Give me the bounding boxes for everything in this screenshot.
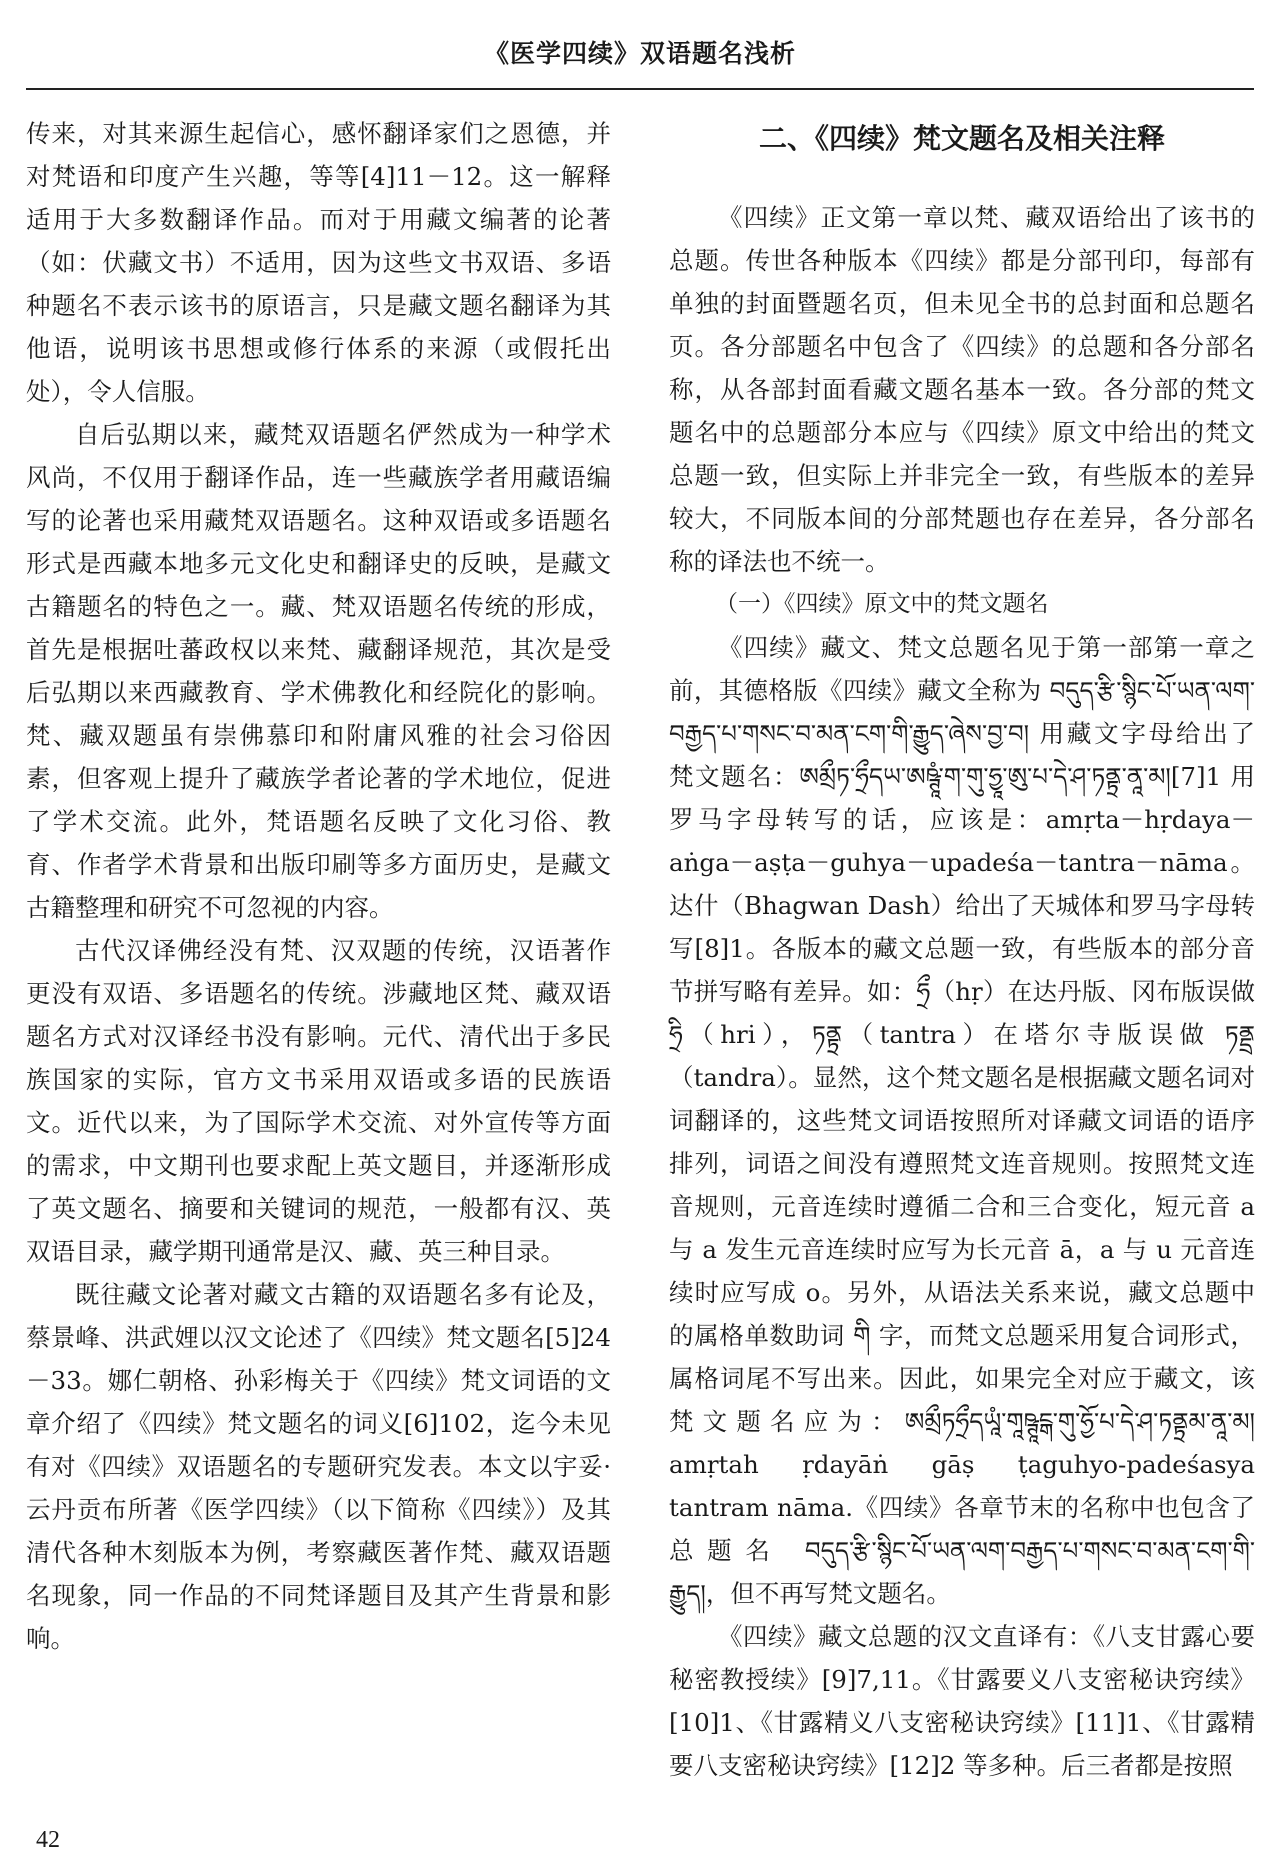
left-paragraph-2: 自后弘期以来，藏梵双语题名俨然成为一种学术风尚，不仅用于翻译作品，连一些藏族学者用藏语编写的论著也采用藏梵双语题名。这种双语或多语题名形式是西藏本地多元文化史和翻译史的反映，是藏文古籍题名的特色之一。藏、梵双语题名传统的形成，首先是根据吐蕃政权以来梵、藏翻译规范，其次是受后弘期以来西藏教育、学术佛教化和经院化的影响。梵、藏双题虽有崇佛慕印和附庸风雅的社会习俗因素，但客观上提升了藏族学者论著的学术地位，促进了学术交流。此外，梵语题名反映了文化习俗、教育、作者学术背景和出版印刷等多方面历史，是藏文古籍整理和研究不可忽视的内容。 [26,420,611,922]
right-column [669,112,1255,1787]
header-rule [26,88,1254,90]
right-paragraph-1: 《四续》藏文、梵文总题名见于第一部第一章之前，其德格版《四续》藏文全称为 བདུད་རྩི་སྙིང་པོ་ཡན་ལག་བརྒྱད་པ་གསང་བ་མན་ངག་གི་རྒྱུད་ཞེས་བྱ་བ། 用藏文字母给出了梵文题名：ཨམྲྀཏ་ཧྲྀདཡ་ཨཥྚཱཾ་ག་གུ་ཧྱཱ་ཨུ་པ་དེ་ཤ་ཏནྟྲ་ནཱ་མ།[7]1 用罗马字母转写的话，应该是：amṛta－hṛdaya－aṅga－aṣṭa－guhya－upadeśa－tantra－nāma。达什（Bhagwan Dash）给出了天城体和罗马字母转写[8]1。各版本的藏文总题一致，有些版本的部分音节拼写略有差异。如：ཧྲྀ（hṛ）在达丹版、冈布版误做 ཧྲི（hri），ཏནྟྲ（tantra）在塔尔寺版误做 ཏནྡྲ（tandra）。显然，这个梵文题名是根据藏文题名词对词翻译的，这些梵文词语按照所对译藏文词语的语序排列，词语之间没有遵照梵文连音规则。按照梵文连音规则，元音连续时遵循二合和三合变化，短元音 a 与 a 发生元音连续时应写为长元音 ā，a 与 u 元音连续时应写成 o。另外，从语法关系来说，藏文总题中的属格单数助词 གི 字，而梵文总题采用复合词形式，属格词尾不写出来。因此，如果完全对应于藏文，该梵文题名应为：ཨམྲྀཏཧྲྀདཡཱཾ་གཱཥྚཱངྒ་གུ་ཧྱོ་པ་དེ་ཤ་ཏནྟྲམ་ནཱ་མ། amṛtah ṛdayāṅ gāṣ ṭaguhyo-padeśasya tantram nāma.《四续》各章节末的名称中也包含了总题名 བདུད་རྩི་སྙིང་པོ་ཡན་ལག་བརྒྱད་པ་གསང་བ་མན་ངག་གི་རྒྱུད།，但不再写梵文题名。 [669,633,1255,1608]
left-column [26,112,611,1660]
subsection-title: （一）《四续》原文中的梵文题名 [715,591,1049,617]
left-paragraph-1: 传来，对其来源生起信心，感怀翻译家们之恩德，并对梵语和印度产生兴趣，等等[4]11－12。这一解释适用于大多数翻译作品。而对于用藏文编著的论著（如：伏藏文书）不适用，因为这些文书双语、多语种题名不表示该书的原语言，只是藏文题名翻译为其他语，说明该书思想或修行体系的来源（或假托出处），令人信服。 [26,119,611,406]
right-paragraph-2: 《四续》藏文总题的汉文直译有：《八支甘露心要秘密教授续》[9]7,11。《甘露要义八支密秘诀窍续》[10]1、《甘露精义八支密秘诀窍续》[11]1、《甘露精要八支密秘诀窍续》[12]2 等多种。后三者都是按照 [669,1622,1255,1780]
running-title: 《医学四续》双语题名浅析 [483,39,796,68]
section-title: 二、《四续》梵文题名及相关注释 [758,122,1165,155]
page-number: 42 [36,1827,60,1853]
left-paragraph-3: 古代汉译佛经没有梵、汉双题的传统，汉语著作更没有双语、多语题名的传统。涉藏地区梵、藏双语题名方式对汉译经书没有影响。元代、清代出于多民族国家的实际，官方文书采用双语或多语的民族语文。近代以来，为了国际学术交流、对外宣传等方面的需求，中文期刊也要求配上英文题目，并逐渐形成了英文题名、摘要和关键词的规范，一般都有汉、英双语目录，藏学期刊通常是汉、藏、英三种目录。 [26,936,611,1266]
left-paragraph-4: 既往藏文论著对藏文古籍的双语题名多有论及，蔡景峰、洪武娌以汉文论述了《四续》梵文题名[5]24－33。娜仁朝格、孙彩梅关于《四续》梵文词语的文章介绍了《四续》梵文题名的词义[6]102，迄今未见有对《四续》双语题名的专题研究发表。本文以宇妥·云丹贡布所著《医学四续》（以下简称《四续》）及其清代各种木刻版本为例，考察藏医著作梵、藏双语题名现象，同一作品的不同梵译题目及其产生背景和影响。 [26,1280,611,1653]
right-intro-paragraph: 《四续》正文第一章以梵、藏双语给出了该书的总题。传世各种版本《四续》都是分部刊印，每部有单独的封面暨题名页，但未见全书的总封面和总题名页。各分部题名中包含了《四续》的总题和各分部名称，从各部封面看藏文题名基本一致。各分部的梵文题名中的总题部分本应与《四续》原文中给出的梵文总题一致，但实际上并非完全一致，有些版本的差异较大，不同版本间的分部梵题也存在差异，各分部名称的译法也不统一。 [669,203,1255,576]
